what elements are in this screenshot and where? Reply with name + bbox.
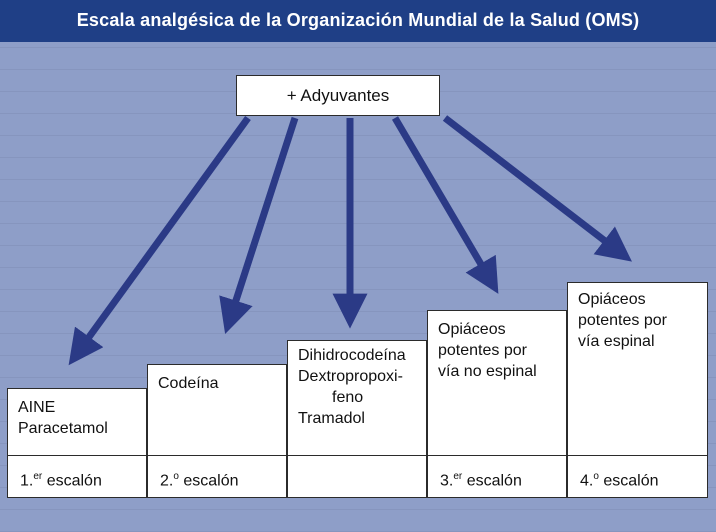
step-1-line: AINE	[18, 399, 56, 416]
step-3-line: potentes por	[438, 342, 527, 359]
step-4-drugs	[568, 289, 677, 352]
step-2-drugs	[148, 373, 229, 394]
step-dihidro-line: Dihidrocodeína	[298, 347, 406, 364]
step-1-drugs	[8, 397, 118, 439]
step-box-3	[427, 310, 567, 498]
step-box-4	[567, 282, 708, 498]
step-dihidro-line: Tramadol	[298, 410, 365, 427]
adyuvantes-box: + Adyuvantes	[236, 75, 440, 116]
step-1-line: Paracetamol	[18, 420, 108, 437]
step-dihidro-line: Dextropropoxi-	[298, 368, 403, 385]
step-box-2	[147, 364, 287, 498]
step-dihidro-line: feno	[332, 389, 364, 406]
arrow-to-step-4	[445, 118, 622, 254]
step-1-label: 1.$^{er}$ escalón	[8, 455, 146, 497]
step-3-line: vía no espinal	[438, 363, 537, 380]
step-4-line: vía espinal	[578, 333, 655, 350]
step-4-label: 4.$^o$ escalón	[568, 455, 707, 497]
diagram-title: Escala analgésica de la Organización Mundial de la Salud (OMS)	[0, 0, 716, 42]
step-3-label: 3.$^{er}$ escalón	[428, 455, 566, 497]
step-3-line: Opiáceos	[438, 321, 506, 338]
arrow-to-step-1	[76, 118, 248, 355]
step-2-line: Codeína	[158, 375, 219, 392]
step-4-line: Opiáceos	[578, 291, 646, 308]
step-box-1	[7, 388, 147, 498]
step-dihidro-label	[288, 455, 426, 497]
step-4-line: potentes por	[578, 312, 667, 329]
arrow-to-step-2	[229, 118, 295, 322]
step-3-drugs	[428, 319, 547, 382]
step-2-label: 2.$^o$ escalón	[148, 455, 286, 497]
step-dihidro-drugs	[288, 345, 416, 429]
step-box-dihidro	[287, 340, 427, 498]
